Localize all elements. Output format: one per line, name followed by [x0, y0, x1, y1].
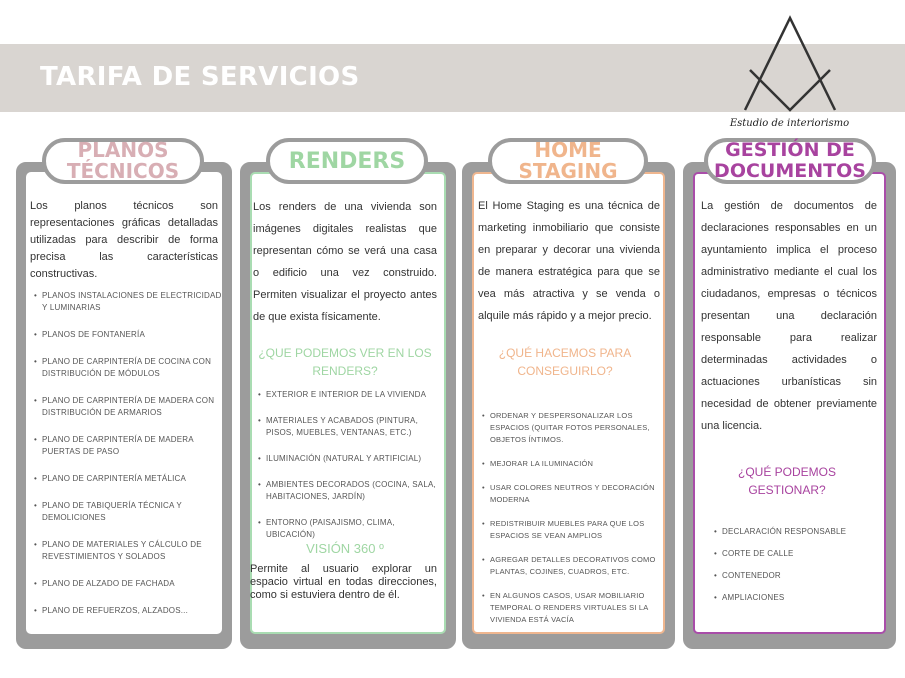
card-title-renders: RENDERS [266, 138, 428, 184]
card-title-gestion: GESTIÓN DE DOCUMENTOS [704, 138, 876, 184]
list-item: • EXTERIOR E INTERIOR DE LA VIVIENDA [258, 389, 438, 401]
list-item: • ENTORNO (PAISAJISMO, CLIMA, UBICACIÓN) [258, 517, 438, 541]
renders-intro: Los renders de una vivienda son imágenes digitales realistas que representan cómo se verá una casa o edificio una vez construido. Permiten visualizar el proyecto antes de que exista físicamente. [253, 201, 437, 323]
list-item: • CONTENEDOR [714, 570, 884, 582]
planos-list [34, 290, 222, 617]
gestion-subtitle: ¿QUÉ PODEMOS GESTIONAR? [737, 465, 836, 497]
vision-text: Permite al usuario explorar un espacio virtual en todas direcciones, como si estuviera dentro de él. [250, 563, 437, 601]
page-title: TARIFA DE SERVICIOS [40, 62, 360, 92]
vision-title: VISIÓN 360 º [306, 541, 384, 556]
home-staging-list [482, 410, 662, 626]
list-item: • PLANO DE CARPINTERÍA DE MADERA CON DISTRIBUCIÓN DE ARMARIOS [34, 395, 222, 419]
logo-script-text: Estudio de interiorismo [729, 118, 850, 129]
list-item: • USAR COLORES NEUTROS Y DECORACIÓN MODERNA [482, 482, 662, 506]
list-item: • PLANO DE REFUERZOS, ALZADOS... [34, 605, 222, 617]
list-item: • ILUMINACIÓN (NATURAL Y ARTIFICIAL) [258, 453, 438, 465]
list-item: • MEJORAR LA ILUMINACIÓN [482, 458, 662, 470]
list-item: • AGREGAR DETALLES DECORATIVOS COMO PLANTAS, COJINES, CUADROS, ETC. [482, 554, 662, 578]
gestion-intro: La gestión de documentos de declaraciones responsables en un ayuntamiento implica el proceso administrativo mediante el cual los ciudadanos, empresas o técnicos presentan una declaración responsable para realizar determinadas actividades o actuaciones urbanísticas sin necesidad de obtener previamente una licencia. [701, 200, 877, 432]
card-title-home-staging: HOME STAGING [488, 138, 648, 184]
list-item: • EN ALGUNOS CASOS, USAR MOBILIARIO TEMPORAL O RENDERS VIRTUALES SI LA VIVIENDA ESTÁ VACÍA [482, 590, 662, 626]
list-item: • PLANO DE CARPINTERÍA METÁLICA [34, 473, 222, 485]
list-item: • PLANOS DE FONTANERÍA [34, 329, 222, 341]
list-item: • AMPLIACIONES [714, 592, 884, 604]
gestion-list [714, 526, 884, 604]
home-staging-subtitle: ¿QUÉ HACEMOS PARA CONSEGUIRLO? [498, 346, 632, 378]
list-item: • ORDENAR Y DESPERSONALIZAR LOS ESPACIOS (QUITAR FOTOS PERSONALES, OBJETOS ÍNTIMOS. [482, 410, 662, 446]
list-item: • PLANO DE MATERIALES Y CÁLCULO DE REVESTIMIENTOS Y SOLADOS [34, 539, 222, 563]
logo-icon [725, 10, 855, 135]
planos-intro: Los planos técnicos son representaciones gráficas detalladas utilizadas para describir de forma precisa las características constructivas. [30, 200, 218, 280]
list-item: • PLANO DE TABIQUERÍA TÉCNICA Y DEMOLICIONES [34, 500, 222, 524]
list-item: • MATERIALES Y ACABADOS (PINTURA, PISOS, MUEBLES, VENTANAS, ETC.) [258, 415, 438, 439]
list-item: • PLANO DE ALZADO DE FACHADA [34, 578, 222, 590]
home-staging-intro: El Home Staging es una técnica de marketing inmobiliario que consiste en preparar y decorar una vivienda de manera estratégica para que se vea más atractiva y se venda o alquile más rápido y a mejor precio. [478, 200, 660, 322]
list-item: • AMBIENTES DECORADOS (COCINA, SALA, HABITACIONES, JARDÍN) [258, 479, 438, 503]
renders-list [258, 389, 438, 541]
list-item: • PLANO DE CARPINTERÍA DE COCINA CON DISTRIBUCIÓN DE MÓDULOS [34, 356, 222, 380]
list-item: • REDISTRIBUIR MUEBLES PARA QUE LOS ESPACIOS SE VEAN AMPLIOS [482, 518, 662, 542]
list-item: • PLANOS INSTALACIONES DE ELECTRICIDAD Y LUMINARIAS [34, 290, 222, 314]
card-title-planos: PLANOS TÉCNICOS [42, 138, 204, 184]
list-item: • CORTE DE CALLE [714, 548, 884, 560]
renders-subtitle: ¿QUE PODEMOS VER EN LOS RENDERS? [258, 346, 432, 378]
list-item: • PLANO DE CARPINTERÍA DE MADERA PUERTAS DE PASO [34, 434, 222, 458]
list-item: • DECLARACIÓN RESPONSABLE [714, 526, 884, 538]
